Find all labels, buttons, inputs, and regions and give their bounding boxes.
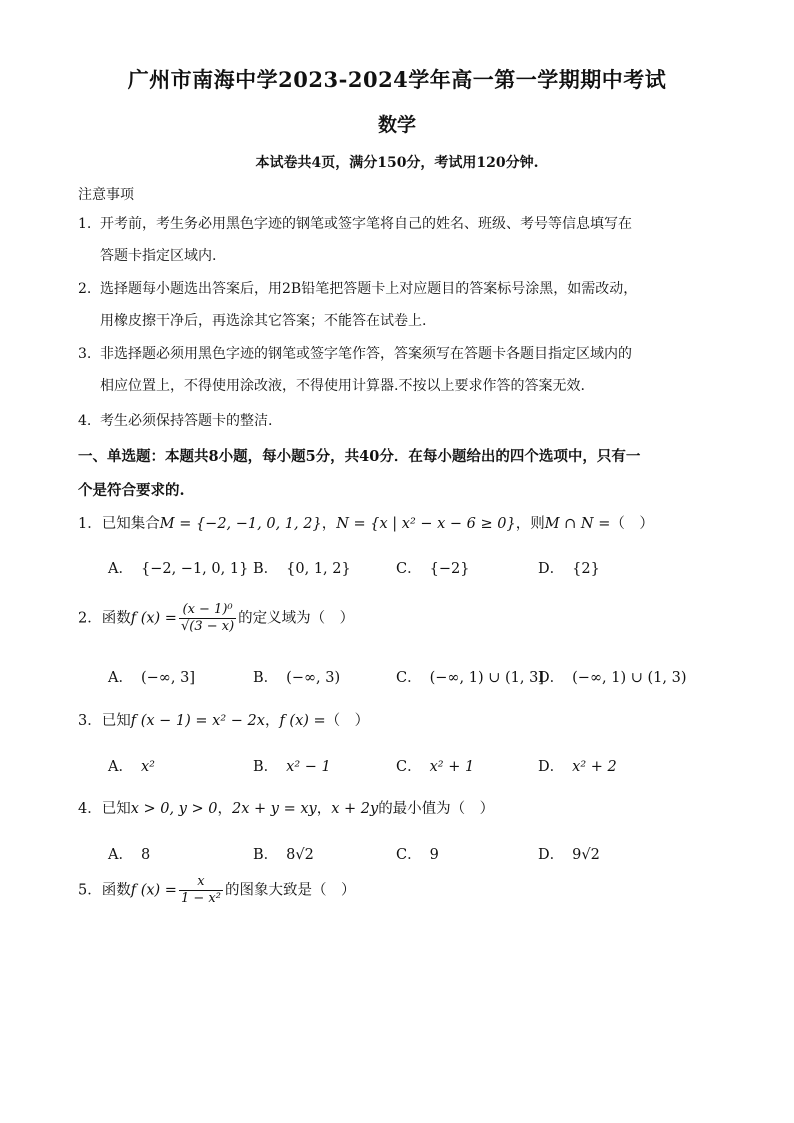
option-c <box>396 666 544 687</box>
question-stem: 的最小值为（ ） <box>378 801 495 817</box>
option-d <box>538 843 600 864</box>
option-a <box>108 843 150 864</box>
answer-blank: （ ） <box>325 713 370 729</box>
option-b <box>253 666 340 687</box>
option-text: x² + 1 <box>429 759 475 775</box>
option-text: x² − 1 <box>286 759 331 775</box>
option-text: (−∞, 3) <box>286 670 341 686</box>
question-stem: 已知 <box>101 801 131 817</box>
intersection-expression: M ∩ N = <box>544 516 611 532</box>
option-c <box>396 843 439 864</box>
option-label: A． <box>108 847 133 863</box>
fraction-denominator: √(3 − x) <box>180 619 235 634</box>
question-stem: 的图象大致是（ ） <box>224 882 356 899</box>
question-number: 1． <box>78 516 102 532</box>
option-label: C． <box>396 847 422 863</box>
option-d <box>538 557 600 578</box>
option-b <box>253 755 331 776</box>
option-label: B． <box>253 561 279 577</box>
option-label: D． <box>538 759 565 775</box>
note-number: 3. <box>78 346 92 362</box>
note-item <box>78 208 718 272</box>
exam-meta: 本试卷共4页，满分150分，考试用120分钟. <box>255 155 539 171</box>
question-stem: 已知集合 <box>101 516 160 532</box>
section-heading-line2: 个是符合要求的. <box>78 482 185 499</box>
fraction-numerator: (x − 1)⁰ <box>179 602 236 619</box>
question-stem: 已知 <box>101 713 131 729</box>
section-heading-line1: 一、单选题：本题共8小题，每小题5分，共40分．在每小题给出的四个选项中，只有一 <box>78 448 641 465</box>
note-item <box>78 273 718 337</box>
question-number: 4． <box>78 801 102 817</box>
option-text: x² <box>140 759 155 775</box>
option-label: D． <box>538 847 565 863</box>
question-4 <box>78 797 718 818</box>
question-2 <box>78 602 718 635</box>
option-text: 8 <box>140 847 151 863</box>
option-label: A． <box>108 670 133 686</box>
equation-condition: 2x + y = xy <box>232 801 317 817</box>
stem-separator: ， <box>264 713 280 729</box>
option-label: D． <box>538 670 565 686</box>
stem-separator: ， <box>316 801 332 817</box>
question-number: 5． <box>78 882 102 899</box>
note-item <box>78 405 718 437</box>
option-a <box>108 666 195 687</box>
note-text: 考生必须保持答题卡的整洁. <box>100 413 273 429</box>
function-fraction <box>179 602 236 635</box>
option-text: {2} <box>572 561 600 577</box>
question-number: 3． <box>78 713 102 729</box>
option-label: B． <box>253 670 279 686</box>
note-text: 开考前，考生务必用黑色字迹的钢笔或签字笔将自己的姓名、班级、考号等信息填写在 <box>100 216 632 232</box>
note-text: 选择题每小题选出答案后，用2B铅笔把答题卡上对应题目的答案标号涂黑，如需改动， <box>100 281 638 297</box>
target-expression: x + 2y <box>331 801 379 817</box>
option-text: 9√2 <box>572 847 600 863</box>
option-text: {−2} <box>429 561 470 577</box>
option-label: C． <box>396 759 422 775</box>
option-d <box>538 755 617 776</box>
variable-condition: x > 0, y > 0 <box>130 801 218 817</box>
function-fraction <box>179 874 223 907</box>
function-condition: f (x − 1) = x² − 2x <box>130 713 265 729</box>
option-label: C． <box>396 561 422 577</box>
note-text-continued: 答题卡指定区域内. <box>100 248 217 264</box>
question-stem: ，则 <box>515 516 545 532</box>
section-heading <box>78 440 718 508</box>
option-a <box>108 557 248 578</box>
question-5 <box>78 874 718 907</box>
stem-separator: ， <box>321 516 337 532</box>
option-label: A． <box>108 759 133 775</box>
option-label: C． <box>396 670 422 686</box>
option-label: D． <box>538 561 565 577</box>
option-text: (−∞, 1) ∪ (1, 3) <box>572 670 687 686</box>
option-a <box>108 755 155 776</box>
note-number: 4. <box>78 413 92 429</box>
note-text: 非选择题必须用黑色字迹的钢笔或签字笔作答，答案须写在答题卡各题目指定区域内的 <box>100 346 632 362</box>
note-item <box>78 338 718 402</box>
function-expression: f (x) = <box>130 882 177 899</box>
set-m-expression: M = {−2, −1, 0, 1, 2} <box>159 516 322 532</box>
question-1 <box>78 512 718 533</box>
option-label: A． <box>108 561 133 577</box>
function-target: f (x) = <box>279 713 326 729</box>
option-b <box>253 557 351 578</box>
question-stem: 函数 <box>101 610 131 627</box>
option-label: B． <box>253 847 279 863</box>
option-c <box>396 755 474 776</box>
option-text: {0, 1, 2} <box>286 561 351 577</box>
note-text-continued: 相应位置上，不得使用涂改液，不得使用计算器.不按以上要求作答的答案无效. <box>100 378 585 394</box>
question-stem: 函数 <box>101 882 131 899</box>
option-text: x² + 2 <box>572 759 617 775</box>
fraction-numerator: x <box>179 874 223 891</box>
notes-heading: 注意事项 <box>78 187 134 203</box>
option-c <box>396 557 469 578</box>
option-text: {−2, −1, 0, 1} <box>140 561 249 577</box>
note-text-continued: 用橡皮擦干净后，再选涂其它答案；不能答在试卷上. <box>100 313 427 329</box>
set-n-expression: N = {x | x² − x − 6 ≥ 0} <box>336 516 516 532</box>
option-label: B． <box>253 759 279 775</box>
exam-subject: 数学 <box>377 114 416 136</box>
note-number: 2. <box>78 281 92 297</box>
question-number: 2． <box>78 610 102 627</box>
option-b <box>253 843 314 864</box>
stem-separator: ， <box>217 801 233 817</box>
option-text: (−∞, 1) ∪ (1, 3] <box>429 670 544 686</box>
answer-blank: （ ） <box>610 516 654 532</box>
exam-title: 广州市南海中学2023-2024学年高一第一学期期中考试 <box>127 67 667 92</box>
question-3 <box>78 709 718 730</box>
fraction-denominator: 1 − x² <box>180 891 221 906</box>
function-expression: f (x) = <box>130 610 177 627</box>
question-stem: 的定义域为（ ） <box>238 610 355 627</box>
option-text: (−∞, 3] <box>140 670 195 686</box>
note-number: 1. <box>78 216 92 232</box>
option-text: 8√2 <box>286 847 314 863</box>
option-d <box>538 666 686 687</box>
option-text: 9 <box>429 847 439 863</box>
